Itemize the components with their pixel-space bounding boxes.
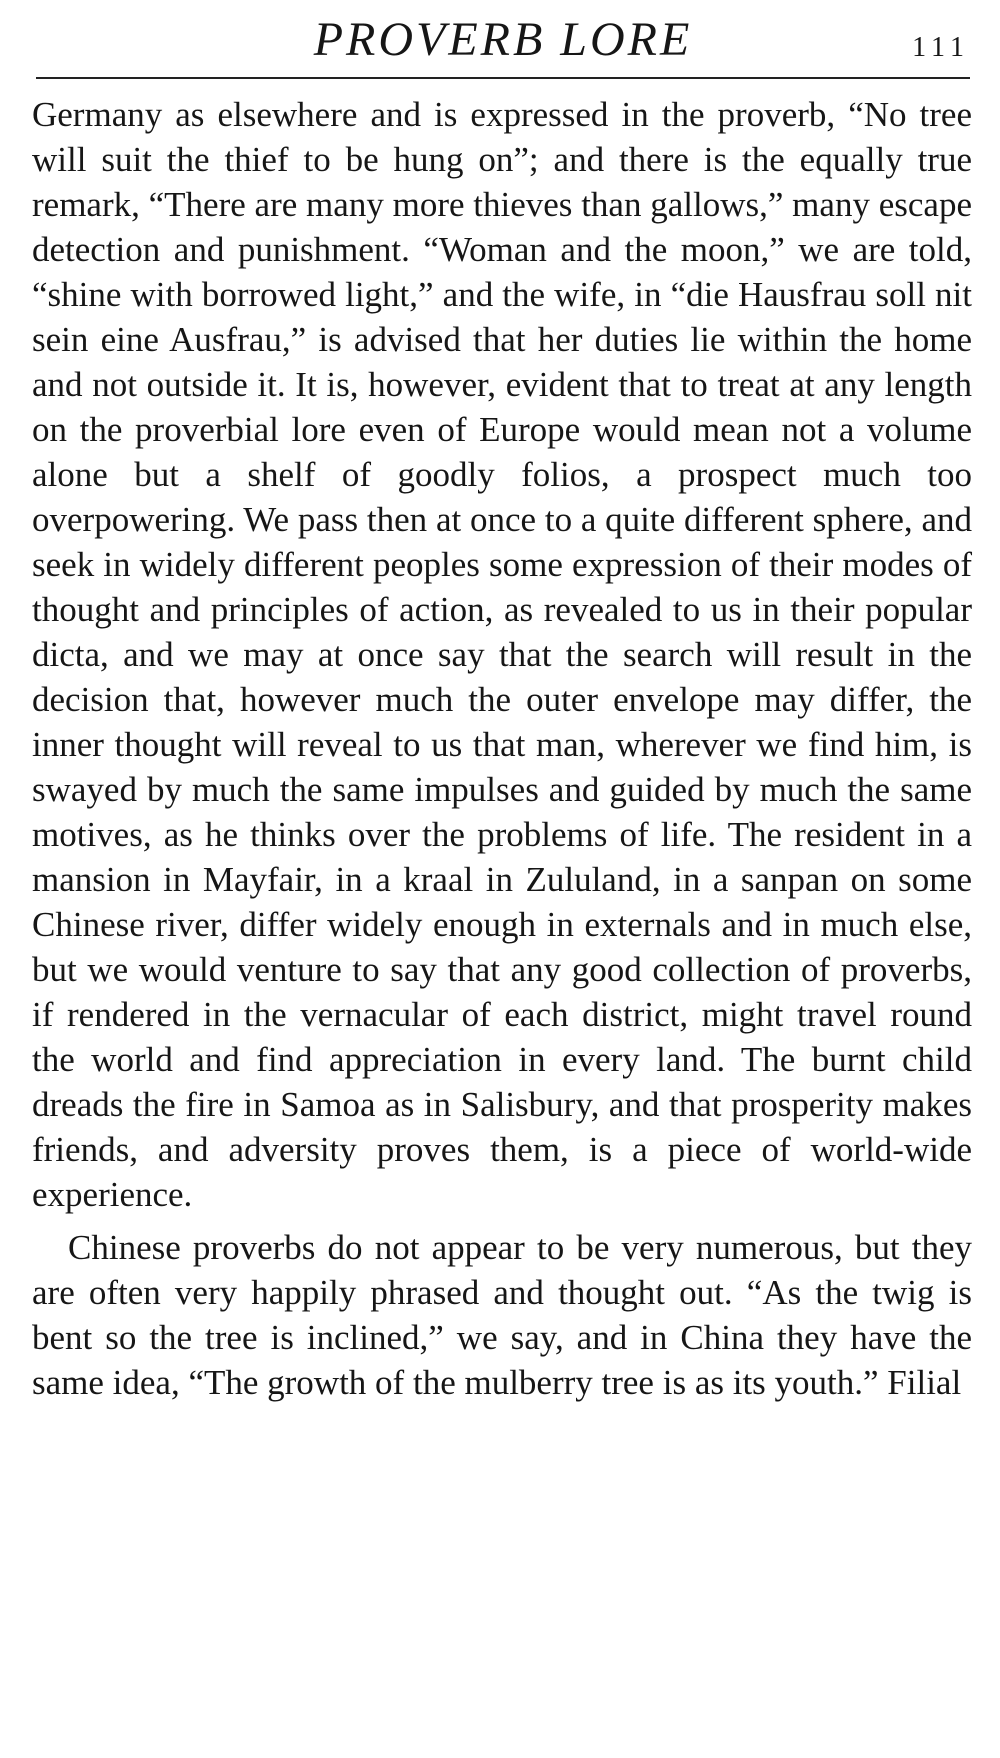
page-number: 111 bbox=[912, 32, 970, 63]
header-rule bbox=[36, 77, 970, 79]
running-title: PROVERB LORE bbox=[313, 13, 693, 66]
body-text bbox=[32, 92, 972, 1405]
paragraph-1: Germany as elsewhere and is expressed in the proverb, “No tree will suit the thief to be hung on”; and there is the equally true remark, “There are many more thieves than gallows,” many escape detection and punishment. “Woman and the moon,” we are told, “shine with borrowed light,” and the wife, in “die Hausfrau soll nit sein eine Ausfrau,” is advised that her duties lie within the home and not outside it. It is, however, evident that to treat at any length on the proverbial lore even of Europe would mean not a volume alone but a shelf of goodly folios, a prospect much too overpowering. We pass then at once to a quite different sphere, and seek in widely different peoples some expression of their modes of thought and principles of action, as revealed to us in their popular dicta, and we may at once say that the search will result in the decision that, however much the outer envelope may differ, the inner thought will reveal to us that man, wherever we find him, is swayed by much the same impulses and guided by much the same motives, as he thinks over the problems of life. The resident in a mansion in Mayfair, in a kraal in Zululand, in a sanpan on some Chinese river, differ widely enough in externals and in much else, but we would venture to say that any good collection of proverbs, if rendered in the vernacular of each district, might travel round the world and find appreciation in every land. The burnt child dreads the fire in Samoa as in Salisbury, and that prosperity makes friends, and adversity proves them, is a piece of world-wide experience. bbox=[32, 95, 972, 1214]
paragraph-2: Chinese proverbs do not appear to be very numerous, but they are often very happily phrased and thought out. “As the twig is bent so the tree is inclined,” we say, and in China they have the same idea, “The growth of the mulberry tree is as its youth.” Filial bbox=[32, 1228, 972, 1402]
running-head bbox=[36, 10, 970, 80]
